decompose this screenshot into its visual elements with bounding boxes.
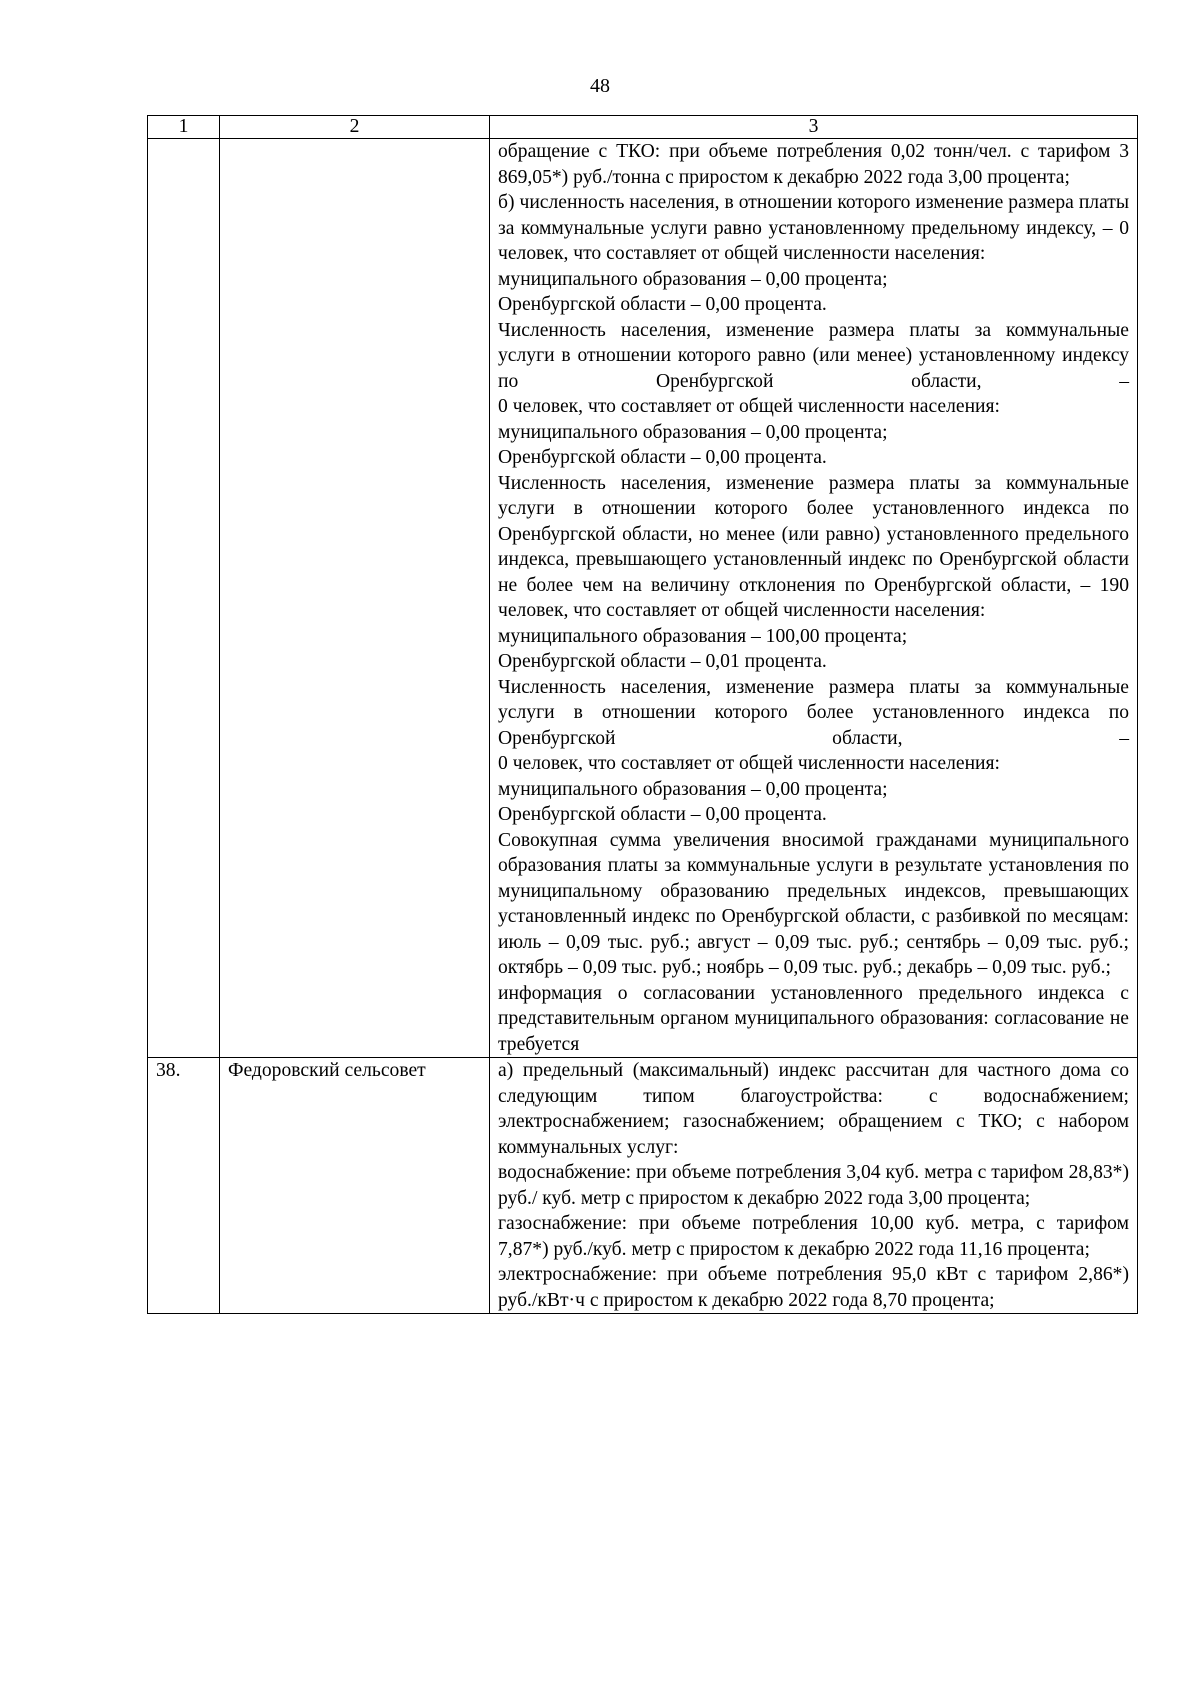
paragraph: муниципального образования – 0,00 процента; [498, 421, 888, 443]
row-number: 38. [148, 1058, 220, 1314]
column-header-2: 2 [220, 116, 490, 139]
municipality-name: Федоровский сельсовет [220, 1058, 490, 1314]
row-number [148, 139, 220, 1058]
paragraph: газоснабжение: при объеме потребления 10,00 куб. метра, с тарифом 7,87*) руб./куб. метр с приростом к декабрю 2022 года 11,16 процента; [498, 1213, 1129, 1260]
paragraph: 0 человек, что составляет от общей численности населения: [498, 396, 1001, 417]
paragraph: Оренбургской области – 0,00 процента. [498, 804, 827, 825]
table-row [148, 139, 1138, 1058]
indices-table [147, 115, 1138, 1314]
column-header-1: 1 [148, 116, 220, 139]
paragraph: муниципального образования – 100,00 процента; [498, 625, 908, 647]
paragraph: Совокупная сумма увеличения вносимой гражданами муниципального образования платы за коммунальные услуги в результате установления по муниципальному образованию предельных индексов, превышающих установленный индекс по Оренбургской области, с разбивкой по месяцам: июль – 0,09 тыс. руб.; август – 0,09 тыс. руб.; сентябрь – 0,09 тыс. руб.; октябрь – 0,09 тыс. руб.; ноябрь – 0,09 тыс. руб.; декабрь – 0,09 тыс. руб.; [498, 829, 1129, 978]
paragraph: Оренбургской области – 0,00 процента. [498, 447, 827, 468]
row-description [490, 139, 1138, 1058]
page-number: 48 [590, 75, 610, 97]
paragraph: электроснабжение: при объеме потребления 95,0 кВт с тарифом 2,86*) руб./кВт·ч с приростом к декабрю 2022 года 8,70 процента; [498, 1264, 1129, 1311]
paragraph: Оренбургской области – 0,01 процента. [498, 651, 827, 672]
column-header-3: 3 [490, 116, 1138, 139]
paragraph: информация о согласовании установленного предельного индекса с представительным органом муниципального образования: согласование не требуется [498, 982, 1129, 1055]
paragraph: обращение с ТКО: при объеме потребления 0,02 тонн/чел. с тарифом 3 869,05*) руб./тонна с приростом к декабрю 2022 года 3,00 процента; [498, 141, 1129, 188]
municipality-name [220, 139, 490, 1058]
paragraph: Оренбургской области – 0,00 процента. [498, 294, 827, 315]
paragraph: Численность населения, изменение размера платы за коммунальные услуги в отношении которого равно (или менее) установленному индексу по Оренбургской области, – [498, 319, 1129, 392]
paragraph: водоснабжение: при объеме потребления 3,04 куб. метра с тарифом 28,83*) руб./ куб. метр с приростом к декабрю 2022 года 3,00 процента; [498, 1162, 1129, 1209]
row-description [490, 1058, 1138, 1314]
paragraph: б) численность населения, в отношении которого изменение размера платы за коммунальные услуги равно установленному предельному индексу, – 0 человек, что составляет от общей численности населения: [498, 192, 1129, 264]
paragraph: муниципального образования – 0,00 процента; [498, 268, 888, 290]
paragraph: Численность населения, изменение размера платы за коммунальные услуги в отношении которого более установленного индекса по Оренбургской области, – [498, 676, 1129, 749]
paragraph: 0 человек, что составляет от общей численности населения: [498, 753, 1001, 774]
table-row [148, 1058, 1138, 1314]
table-header-row [148, 116, 1138, 139]
paragraph: Численность населения, изменение размера платы за коммунальные услуги в отношении которого более установленного индекса по Оренбургской области, но менее (или равно) установленного предельного индекса, превышающего установленный индекс по Оренбургской области не более чем на величину отклонения по Оренбургской области, – 190 человек, что составляет от общей численности населения: [498, 472, 1129, 621]
paragraph: а) предельный (максимальный) индекс рассчитан для частного дома со следующим типом благоустройства: с водоснабжением; электроснабжением; газоснабжением; обращением с ТКО; с набором коммунальных услуг: [498, 1060, 1129, 1158]
paragraph: муниципального образования – 0,00 процента; [498, 778, 888, 800]
